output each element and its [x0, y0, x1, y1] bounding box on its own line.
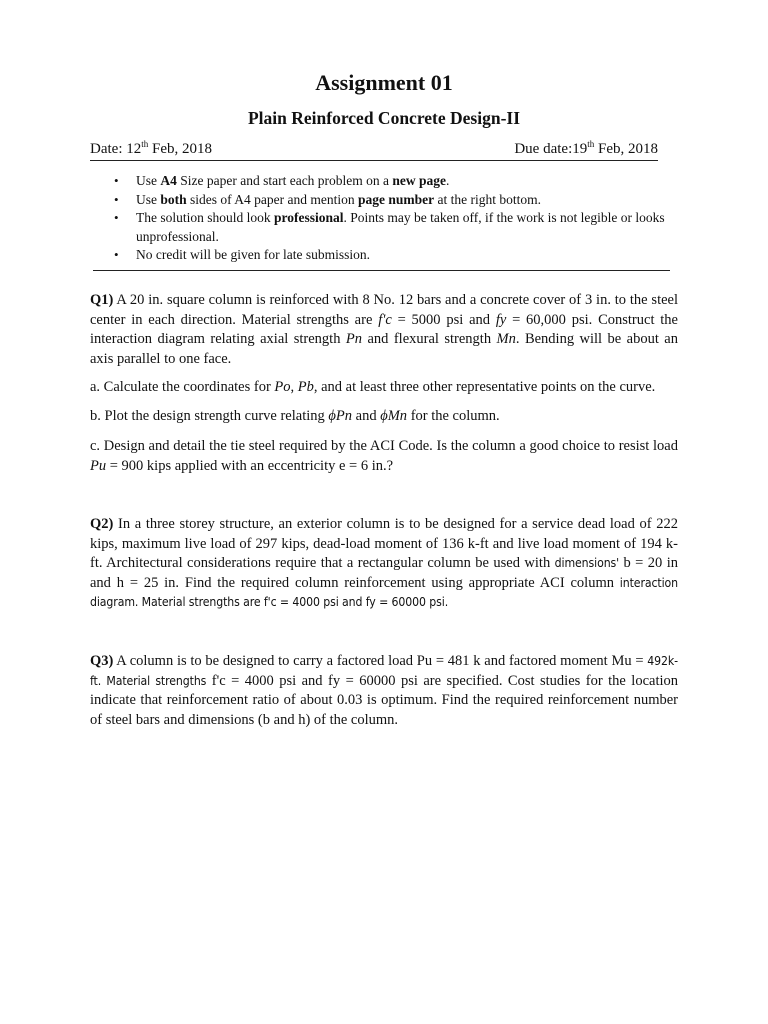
question-1-part-a: a. Calculate the coordinates for Po, Pb, and at least three other representative points on the curve.	[90, 379, 656, 395]
instructions-list	[110, 172, 690, 265]
bullet-icon: •	[114, 191, 119, 207]
question-2: Q2) In a three storey structure, an exterior column is to be designed for a service dead load of 222 kips, maximum live load of 297 kips, dead-load moment of 136 k-ft and live load moment of 194 k-ft. Architectural considerations require that a rectangular column be used with dimensions' b = 20 in and h = 25 in. Find the required column reinforcement using appropriate ACI column interaction diagram. Material strengths are f'c = 4000 psi and fy = 60000 psi.	[90, 516, 679, 609]
question-label: Q1)	[90, 292, 114, 308]
date-row	[90, 141, 658, 161]
section-divider	[93, 270, 670, 271]
question-label: Q3)	[90, 653, 114, 669]
page-title: Assignment 01	[315, 70, 453, 95]
question-1-part-c: c. Design and detail the tie steel required by the ACI Code. Is the column a good choice to resist load Pu = 900 kips applied with an eccentricity e = 6 in.?	[90, 438, 678, 474]
instruction-item: • Use both sides of A4 paper and mention page number at the right bottom.	[110, 191, 690, 210]
bullet-icon: •	[114, 173, 119, 188]
question-1: Q1) A 20 in. square column is reinforced with 8 No. 12 bars and a concrete cover of 3 in. to the steel center in each direction. Material strengths are f'c = 5000 psi and fy = 60,000 psi. Construct the interaction diagram relating axial strength Pn and flexural strength Mn. Bending will be about an axis parallel to one face.	[90, 292, 678, 367]
bullet-icon: •	[114, 210, 119, 225]
question-label: Q2)	[90, 516, 114, 532]
instruction-item: • The solution should look professional. Points may be taken off, if the work is not legible or looks unprofessional.	[114, 210, 665, 244]
course-subtitle: Plain Reinforced Concrete Design-II	[247, 108, 521, 128]
issue-date: Date: 12th Feb, 2018	[90, 139, 212, 157]
instruction-item: • No credit will be given for late submission.	[110, 246, 690, 265]
due-date: Due date:19th Feb, 2018	[514, 139, 658, 157]
bullet-icon: •	[114, 247, 119, 262]
question-3: Q3) A column is to be designed to carry a factored load Pu = 481 k and factored moment Mu = 492k-ft. Material strengths f'c = 4000 psi and fy = 60000 psi are specified. Cost studies for the location indicate that reinforcement ratio of about 0.03 is optimum. Find the required reinforcement number of steel bars and dimensions (b and h) of the column.	[90, 653, 679, 728]
question-1-part-b: b. Plot the design strength curve relating ϕPn and ϕMn for the column.	[90, 408, 500, 424]
instruction-item: • Use A4 Size paper and start each problem on a new page.	[110, 172, 690, 191]
